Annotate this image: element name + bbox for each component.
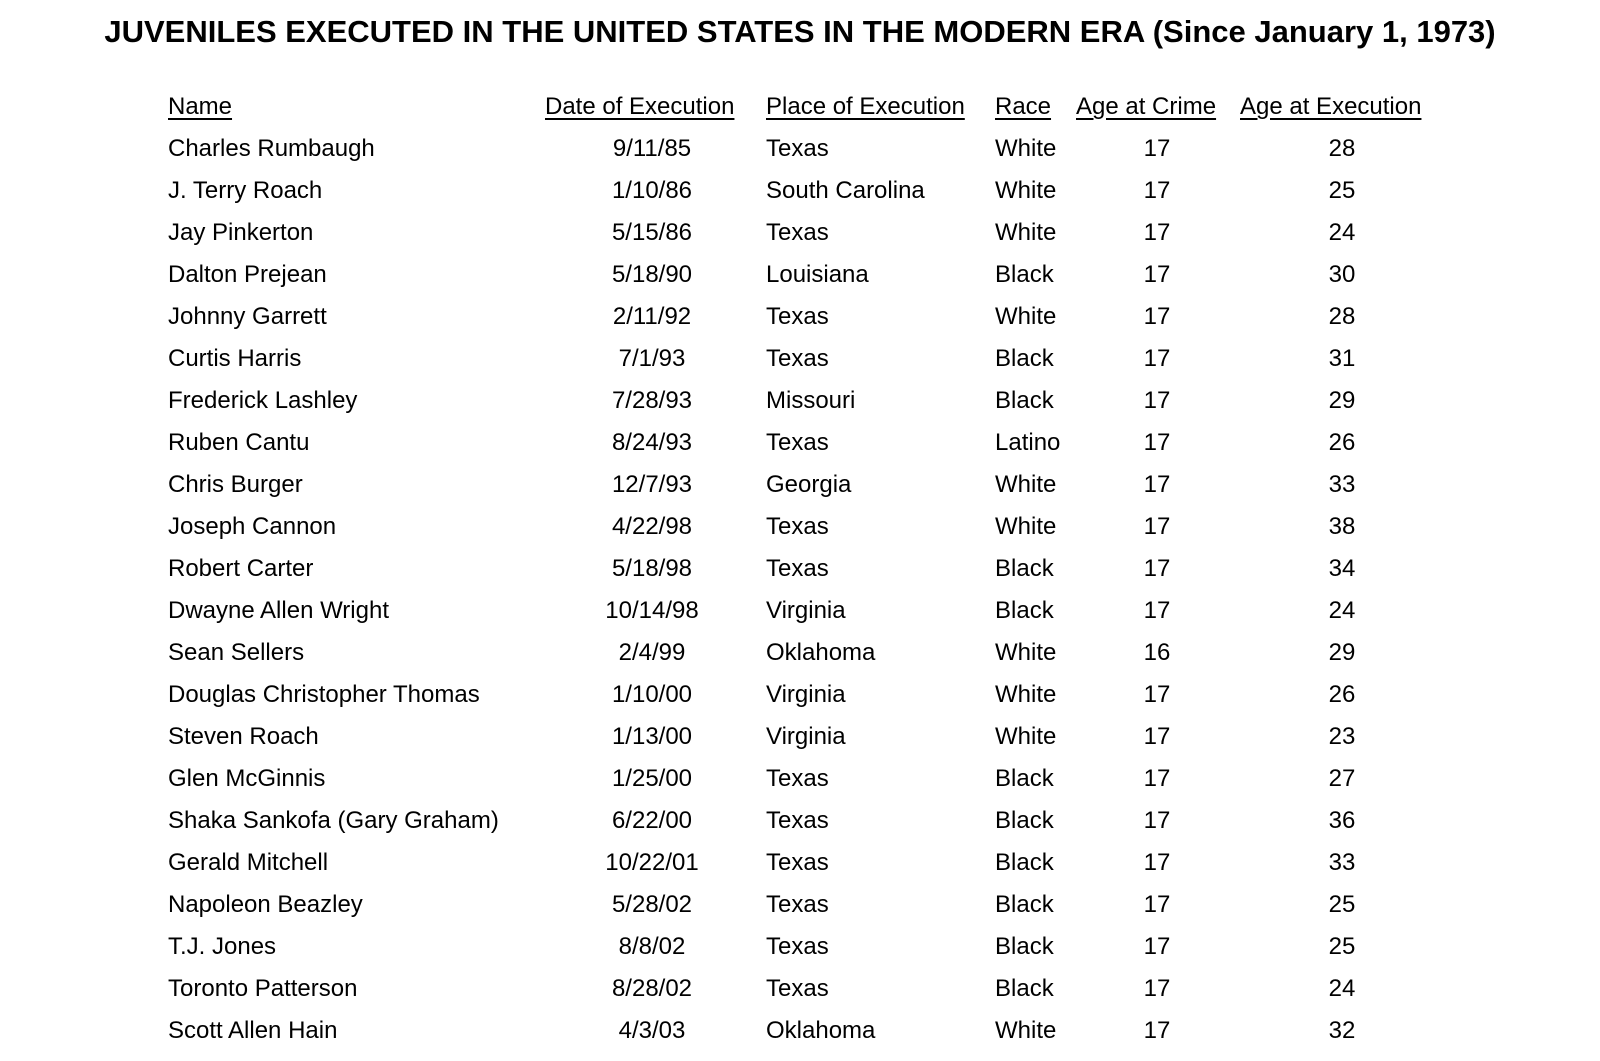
cell-place: Texas [766, 975, 829, 1002]
cell-name: Toronto Patterson [168, 975, 358, 1002]
cell-name: Frederick Lashley [168, 387, 358, 414]
cell-age-at-crime: 17 [1143, 807, 1171, 834]
cell-race: Black [995, 765, 1054, 792]
cell-race: Black [995, 555, 1054, 582]
cell-age-at-execution: 38 [1328, 513, 1356, 540]
table-row [0, 1010, 1600, 1052]
cell-age-at-execution: 33 [1328, 849, 1356, 876]
table-body [0, 128, 1600, 1052]
cell-place: Texas [766, 135, 829, 162]
cell-date: 7/28/93 [611, 387, 693, 414]
cell-place: Texas [766, 219, 829, 246]
cell-age-at-crime: 17 [1143, 849, 1171, 876]
cell-name: Joseph Cannon [168, 513, 337, 540]
cell-date: 10/14/98 [605, 597, 699, 624]
cell-race: Black [995, 807, 1054, 834]
cell-place: Louisiana [766, 261, 869, 288]
cell-place: Texas [766, 345, 829, 372]
cell-race: Black [995, 849, 1054, 876]
column-header-age-at-execution: Age at Execution [1240, 93, 1422, 120]
column-header-age-at-crime: Age at Crime [1076, 93, 1217, 120]
table-row [0, 590, 1600, 632]
page-title: JUVENILES EXECUTED IN THE UNITED STATES IN THE MODERN ERA (Since January 1, 1973) [104, 14, 1496, 49]
cell-date: 7/1/93 [618, 345, 686, 372]
cell-date: 4/3/03 [618, 1017, 686, 1044]
cell-name: Charles Rumbaugh [168, 135, 375, 162]
cell-place: Virginia [766, 723, 846, 750]
cell-place: Virginia [766, 597, 846, 624]
cell-place: Virginia [766, 681, 846, 708]
cell-age-at-crime: 17 [1143, 933, 1171, 960]
cell-age-at-crime: 17 [1143, 513, 1171, 540]
cell-age-at-crime: 17 [1143, 765, 1171, 792]
cell-date: 2/11/92 [612, 303, 692, 330]
column-header-race: Race [995, 93, 1052, 120]
cell-name: Dalton Prejean [168, 261, 327, 288]
table-row [0, 674, 1600, 716]
cell-name: Scott Allen Hain [168, 1017, 338, 1044]
cell-place: Missouri [766, 387, 856, 414]
cell-place: South Carolina [766, 177, 925, 204]
cell-name: T.J. Jones [168, 933, 277, 960]
cell-age-at-crime: 16 [1143, 639, 1171, 666]
cell-race: Black [995, 933, 1054, 960]
cell-age-at-crime: 17 [1143, 261, 1171, 288]
cell-date: 10/22/01 [605, 849, 699, 876]
cell-age-at-execution: 26 [1328, 429, 1356, 456]
table-row [0, 506, 1600, 548]
cell-age-at-crime: 17 [1143, 681, 1171, 708]
cell-race: White [995, 513, 1057, 540]
table-row [0, 380, 1600, 422]
cell-age-at-execution: 24 [1328, 597, 1356, 624]
cell-age-at-execution: 36 [1328, 807, 1356, 834]
cell-name: Steven Roach [168, 723, 319, 750]
table-row [0, 338, 1600, 380]
cell-race: Black [995, 891, 1054, 918]
cell-race: White [995, 723, 1057, 750]
cell-race: White [995, 219, 1057, 246]
cell-race: Black [995, 345, 1054, 372]
cell-date: 5/18/98 [611, 555, 693, 582]
cell-age-at-crime: 17 [1143, 891, 1171, 918]
cell-date: 1/25/00 [611, 765, 693, 792]
cell-age-at-crime: 17 [1143, 1017, 1171, 1044]
cell-place: Oklahoma [766, 1017, 876, 1044]
cell-date: 2/4/99 [618, 639, 686, 666]
cell-date: 4/22/98 [611, 513, 693, 540]
cell-age-at-execution: 24 [1328, 219, 1356, 246]
table-row [0, 758, 1600, 800]
cell-date: 5/28/02 [611, 891, 693, 918]
table-row [0, 548, 1600, 590]
table-row [0, 296, 1600, 338]
cell-race: Black [995, 975, 1054, 1002]
cell-name: Douglas Christopher Thomas [168, 681, 480, 708]
cell-age-at-execution: 28 [1328, 135, 1356, 162]
cell-race: Black [995, 387, 1054, 414]
cell-name: Gerald Mitchell [168, 849, 329, 876]
table-row [0, 800, 1600, 842]
cell-age-at-execution: 25 [1328, 891, 1356, 918]
cell-name: Dwayne Allen Wright [168, 597, 389, 624]
cell-place: Oklahoma [766, 639, 876, 666]
table-row [0, 884, 1600, 926]
column-header-date: Date of Execution [545, 93, 735, 120]
cell-age-at-crime: 17 [1143, 597, 1171, 624]
cell-name: Robert Carter [168, 555, 314, 582]
cell-age-at-crime: 17 [1143, 975, 1171, 1002]
column-header-name: Name [168, 93, 233, 120]
cell-age-at-execution: 25 [1328, 933, 1356, 960]
cell-date: 5/15/86 [611, 219, 693, 246]
table-row [0, 170, 1600, 212]
cell-date: 8/24/93 [611, 429, 693, 456]
cell-name: Sean Sellers [168, 639, 305, 666]
table-row [0, 464, 1600, 506]
cell-place: Georgia [766, 471, 852, 498]
cell-name: Chris Burger [168, 471, 303, 498]
table-row [0, 254, 1600, 296]
cell-race: White [995, 639, 1057, 666]
table-row [0, 212, 1600, 254]
cell-age-at-crime: 17 [1143, 471, 1171, 498]
cell-age-at-crime: 17 [1143, 345, 1171, 372]
table-row [0, 926, 1600, 968]
cell-name: J. Terry Roach [168, 177, 323, 204]
cell-name: Glen McGinnis [168, 765, 326, 792]
cell-age-at-execution: 32 [1328, 1017, 1356, 1044]
table-row [0, 422, 1600, 464]
cell-place: Texas [766, 513, 829, 540]
cell-race: White [995, 177, 1057, 204]
cell-place: Texas [766, 303, 829, 330]
cell-place: Texas [766, 933, 829, 960]
cell-age-at-execution: 30 [1328, 261, 1356, 288]
cell-place: Texas [766, 429, 829, 456]
cell-age-at-execution: 25 [1328, 177, 1356, 204]
cell-race: White [995, 681, 1057, 708]
cell-name: Johnny Garrett [168, 303, 327, 330]
cell-age-at-execution: 26 [1328, 681, 1356, 708]
cell-age-at-crime: 17 [1143, 555, 1171, 582]
cell-age-at-execution: 31 [1328, 345, 1356, 372]
cell-age-at-crime: 17 [1143, 303, 1171, 330]
cell-name: Shaka Sankofa (Gary Graham) [168, 807, 499, 834]
cell-date: 5/18/90 [611, 261, 693, 288]
cell-age-at-crime: 17 [1143, 177, 1171, 204]
cell-age-at-crime: 17 [1143, 219, 1171, 246]
cell-age-at-execution: 29 [1328, 639, 1356, 666]
cell-race: Latino [995, 429, 1061, 456]
cell-name: Napoleon Beazley [168, 891, 363, 918]
cell-race: White [995, 471, 1057, 498]
table-header-row [0, 86, 1600, 128]
cell-age-at-execution: 23 [1328, 723, 1356, 750]
cell-place: Texas [766, 891, 829, 918]
cell-date: 12/7/93 [611, 471, 693, 498]
table-row [0, 632, 1600, 674]
cell-date: 8/28/02 [611, 975, 693, 1002]
executions-table [0, 86, 1600, 1052]
cell-date: 6/22/00 [611, 807, 693, 834]
cell-age-at-crime: 17 [1143, 387, 1171, 414]
cell-race: Black [995, 597, 1054, 624]
cell-age-at-execution: 33 [1328, 471, 1356, 498]
cell-race: White [995, 135, 1057, 162]
column-header-place: Place of Execution [766, 93, 965, 120]
cell-place: Texas [766, 807, 829, 834]
cell-name: Ruben Cantu [168, 429, 310, 456]
cell-race: Black [995, 261, 1054, 288]
table-row [0, 842, 1600, 884]
cell-date: 9/11/85 [612, 135, 692, 162]
cell-date: 8/8/02 [618, 933, 686, 960]
cell-age-at-execution: 28 [1328, 303, 1356, 330]
cell-place: Texas [766, 849, 829, 876]
cell-place: Texas [766, 765, 829, 792]
cell-name: Jay Pinkerton [168, 219, 314, 246]
cell-name: Curtis Harris [168, 345, 302, 372]
cell-age-at-execution: 34 [1328, 555, 1356, 582]
cell-age-at-execution: 29 [1328, 387, 1356, 414]
cell-place: Texas [766, 555, 829, 582]
cell-date: 1/13/00 [611, 723, 693, 750]
table-row [0, 128, 1600, 170]
cell-race: White [995, 303, 1057, 330]
cell-date: 1/10/00 [611, 681, 693, 708]
cell-race: White [995, 1017, 1057, 1044]
cell-age-at-execution: 27 [1328, 765, 1356, 792]
cell-age-at-crime: 17 [1143, 429, 1171, 456]
table-row [0, 716, 1600, 758]
cell-age-at-execution: 24 [1328, 975, 1356, 1002]
cell-date: 1/10/86 [611, 177, 693, 204]
cell-age-at-crime: 17 [1143, 135, 1171, 162]
cell-age-at-crime: 17 [1143, 723, 1171, 750]
table-row [0, 968, 1600, 1010]
